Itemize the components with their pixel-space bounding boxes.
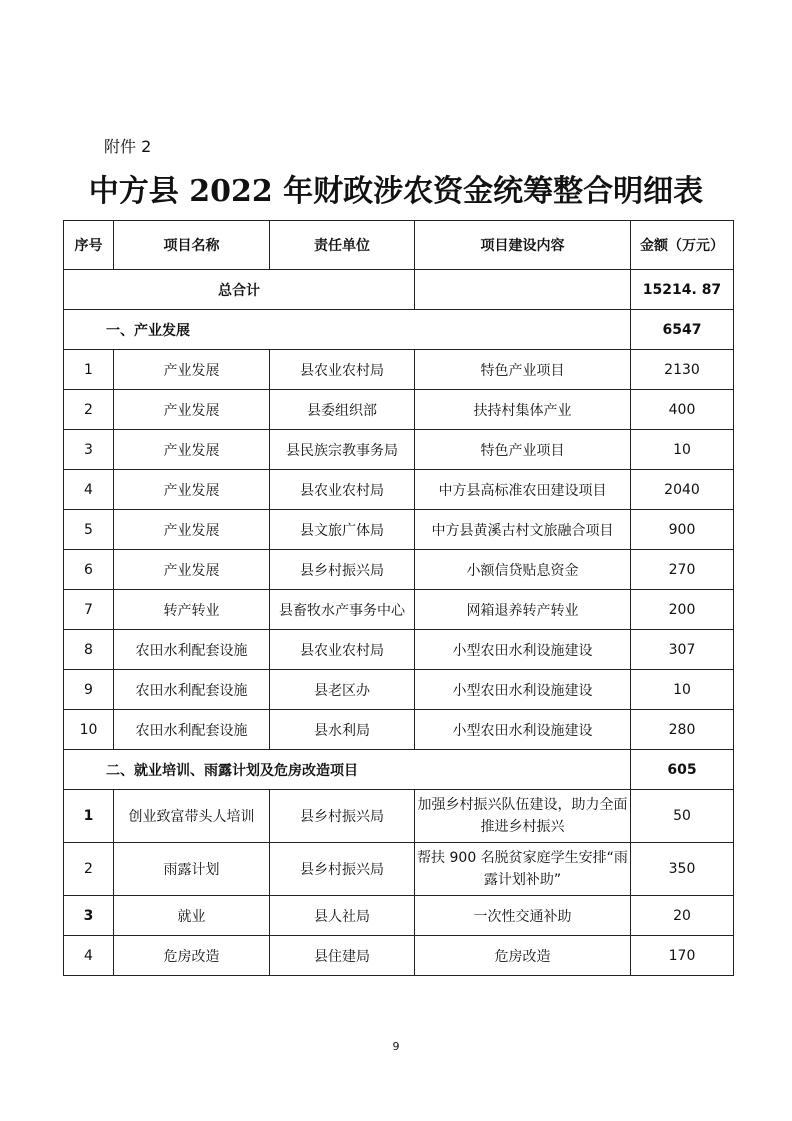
row-name: 农田水利配套设施 bbox=[114, 710, 270, 750]
row-amount: 350 bbox=[631, 843, 734, 896]
row-name: 就业 bbox=[114, 896, 270, 936]
row-amount: 400 bbox=[631, 390, 734, 430]
table-row bbox=[64, 670, 734, 710]
header-amount: 金额（万元） bbox=[631, 221, 734, 270]
header-no: 序号 bbox=[64, 221, 114, 270]
row-unit: 县民族宗教事务局 bbox=[270, 430, 415, 470]
document-title: 中方县 2022 年财政涉农资金统筹整合明细表 bbox=[88, 174, 704, 209]
total-label: 总合计 bbox=[64, 270, 415, 310]
row-content: 小型农田水利设施建设 bbox=[415, 670, 631, 710]
row-amount: 20 bbox=[631, 896, 734, 936]
row-no: 10 bbox=[64, 710, 114, 750]
row-content: 特色产业项目 bbox=[415, 350, 631, 390]
table-row bbox=[64, 350, 734, 390]
row-unit: 县农业农村局 bbox=[270, 350, 415, 390]
header-name: 项目名称 bbox=[114, 221, 270, 270]
row-no: 2 bbox=[64, 843, 114, 896]
section-title: 二、就业培训、雨露计划及危房改造项目 bbox=[64, 750, 631, 790]
row-name: 产业发展 bbox=[114, 510, 270, 550]
row-content: 中方县高标准农田建设项目 bbox=[415, 470, 631, 510]
row-no: 3 bbox=[64, 430, 114, 470]
row-content: 小型农田水利设施建设 bbox=[415, 710, 631, 750]
row-no: 9 bbox=[64, 670, 114, 710]
row-unit: 县乡村振兴局 bbox=[270, 790, 415, 843]
row-content: 危房改造 bbox=[415, 936, 631, 976]
row-content: 扶持村集体产业 bbox=[415, 390, 631, 430]
row-name: 产业发展 bbox=[114, 350, 270, 390]
row-name: 产业发展 bbox=[114, 550, 270, 590]
table-row bbox=[64, 430, 734, 470]
section-row bbox=[64, 750, 734, 790]
row-amount: 200 bbox=[631, 590, 734, 630]
table-row bbox=[64, 936, 734, 976]
table-row bbox=[64, 896, 734, 936]
table-row bbox=[64, 390, 734, 430]
total-amount: 15214. 87 bbox=[631, 270, 734, 310]
table-row bbox=[64, 550, 734, 590]
row-no: 4 bbox=[64, 470, 114, 510]
row-no: 3 bbox=[64, 896, 114, 936]
table-row bbox=[64, 510, 734, 550]
table-row bbox=[64, 630, 734, 670]
row-amount: 10 bbox=[631, 670, 734, 710]
row-name: 危房改造 bbox=[114, 936, 270, 976]
row-content: 小额信贷贴息资金 bbox=[415, 550, 631, 590]
row-content: 网箱退养转产转业 bbox=[415, 590, 631, 630]
row-no: 8 bbox=[64, 630, 114, 670]
total-row bbox=[64, 270, 734, 310]
row-content: 帮扶 900 名脱贫家庭学生安排“雨露计划补助” bbox=[415, 843, 631, 896]
section-row bbox=[64, 310, 734, 350]
row-unit: 县乡村振兴局 bbox=[270, 550, 415, 590]
row-unit: 县水利局 bbox=[270, 710, 415, 750]
row-unit: 县文旅广体局 bbox=[270, 510, 415, 550]
total-empty bbox=[415, 270, 631, 310]
page-number: 9 bbox=[392, 1040, 400, 1053]
row-no: 6 bbox=[64, 550, 114, 590]
section-amount: 605 bbox=[631, 750, 734, 790]
row-content: 一次性交通补助 bbox=[415, 896, 631, 936]
row-name: 产业发展 bbox=[114, 390, 270, 430]
row-unit: 县人社局 bbox=[270, 896, 415, 936]
row-amount: 2040 bbox=[631, 470, 734, 510]
row-unit: 县农业农村局 bbox=[270, 630, 415, 670]
row-name: 创业致富带头人培训 bbox=[114, 790, 270, 843]
row-amount: 170 bbox=[631, 936, 734, 976]
row-no: 1 bbox=[64, 350, 114, 390]
header-row bbox=[64, 221, 734, 270]
section-amount: 6547 bbox=[631, 310, 734, 350]
table-row bbox=[64, 470, 734, 510]
row-no: 5 bbox=[64, 510, 114, 550]
row-name: 产业发展 bbox=[114, 430, 270, 470]
row-amount: 10 bbox=[631, 430, 734, 470]
row-name: 产业发展 bbox=[114, 470, 270, 510]
section-title: 一、产业发展 bbox=[64, 310, 631, 350]
row-name: 雨露计划 bbox=[114, 843, 270, 896]
row-no: 1 bbox=[64, 790, 114, 843]
row-unit: 县畜牧水产事务中心 bbox=[270, 590, 415, 630]
row-name: 农田水利配套设施 bbox=[114, 630, 270, 670]
row-amount: 307 bbox=[631, 630, 734, 670]
table-row bbox=[64, 590, 734, 630]
row-amount: 900 bbox=[631, 510, 734, 550]
row-amount: 270 bbox=[631, 550, 734, 590]
row-no: 2 bbox=[64, 390, 114, 430]
row-content: 小型农田水利设施建设 bbox=[415, 630, 631, 670]
row-amount: 50 bbox=[631, 790, 734, 843]
table-row bbox=[64, 843, 734, 896]
row-unit: 县住建局 bbox=[270, 936, 415, 976]
funds-table bbox=[63, 220, 734, 976]
row-content: 加强乡村振兴队伍建设，助力全面推进乡村振兴 bbox=[415, 790, 631, 843]
table-row bbox=[64, 710, 734, 750]
row-name: 农田水利配套设施 bbox=[114, 670, 270, 710]
header-unit: 责任单位 bbox=[270, 221, 415, 270]
table-row bbox=[64, 790, 734, 843]
row-unit: 县委组织部 bbox=[270, 390, 415, 430]
row-amount: 280 bbox=[631, 710, 734, 750]
row-unit: 县老区办 bbox=[270, 670, 415, 710]
row-content: 特色产业项目 bbox=[415, 430, 631, 470]
row-unit: 县乡村振兴局 bbox=[270, 843, 415, 896]
header-content: 项目建设内容 bbox=[415, 221, 631, 270]
row-no: 7 bbox=[64, 590, 114, 630]
row-content: 中方县黄溪古村文旅融合项目 bbox=[415, 510, 631, 550]
row-name: 转产转业 bbox=[114, 590, 270, 630]
attachment-label: 附件 2 bbox=[104, 137, 152, 156]
row-amount: 2130 bbox=[631, 350, 734, 390]
row-unit: 县农业农村局 bbox=[270, 470, 415, 510]
row-no: 4 bbox=[64, 936, 114, 976]
